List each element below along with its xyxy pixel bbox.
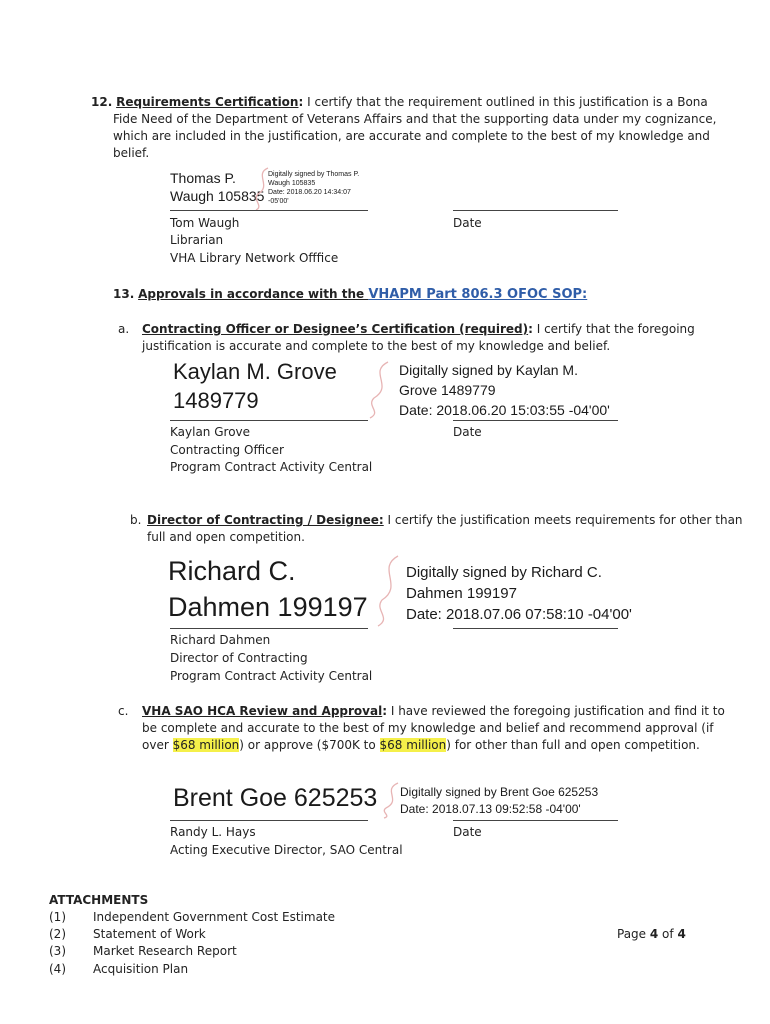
section-13c-text3b: ) or approve ($700K to: [239, 738, 380, 752]
signature-detail-4: -05'00': [268, 198, 289, 205]
section-13b-title: Director of Contracting / Designee:: [147, 513, 384, 527]
signature-line: [170, 628, 368, 629]
signature-name-line2: Dahmen 199197: [168, 592, 368, 622]
section-13a-text2: justification is accurate and complete to the best of my knowledge and belief.: [142, 339, 611, 353]
date-label: Date: [453, 825, 482, 839]
signature-line: [170, 210, 368, 211]
signature-name-line2: Waugh 105835: [170, 188, 265, 204]
signature-name-line2: 1489779: [173, 388, 259, 413]
signature-details: [406, 562, 632, 625]
section-13c-text1: I have reviewed the foregoing justification and find it to: [387, 704, 725, 718]
section-13a-title: Contracting Officer or Designee’s Certification (required): [142, 322, 529, 336]
attachment-number: (2): [49, 927, 66, 941]
signer-title: Contracting Officer: [170, 443, 284, 457]
attachment-label: Statement of Work: [93, 927, 206, 941]
signature-details: [268, 170, 359, 206]
page-number-current: 4: [649, 927, 659, 941]
signature-line: [170, 820, 368, 821]
signer-title: Acting Executive Director, SAO Central: [170, 843, 403, 857]
section-13-title: Approvals in accordance with the: [138, 287, 369, 301]
signature-detail-2: Grove 1489779: [399, 382, 496, 398]
signature-details: [399, 360, 610, 420]
section-13c-text2: be complete and accurate to the best of my knowledge and belief and recommend approval (if: [142, 721, 714, 735]
attachment-number: (4): [49, 962, 66, 976]
attachment-number: (1): [49, 910, 66, 924]
signature-detail-2: Dahmen 199197: [406, 585, 517, 602]
page-number-total: 4: [677, 927, 686, 941]
section-13-heading: [113, 286, 587, 303]
signature-name-line1: Brent Goe 625253: [173, 784, 378, 812]
section-12-text4: belief.: [113, 146, 150, 160]
signature-line: [170, 420, 368, 421]
page-number-prefix: Page: [617, 927, 650, 941]
signature-name-line1: Richard C.: [168, 556, 296, 586]
highlight-68-million-2: $68 million: [379, 738, 447, 752]
date-line: [453, 628, 618, 629]
signature-name-line1: Thomas P.: [170, 170, 236, 186]
signature-detail-3: Date: 2018.07.06 07:58:10 -04'00': [406, 606, 632, 623]
page-number: [617, 926, 686, 943]
attachment-number: (3): [49, 944, 66, 958]
signature-detail-3: Date: 2018.06.20 14:34:07: [268, 189, 351, 196]
signer-name: Tom Waugh: [170, 216, 240, 230]
section-12-text2: Fide Need of the Department of Veterans Affairs and that the supporting data under my cognizance,: [113, 112, 717, 126]
signer-name: Randy L. Hays: [170, 825, 256, 839]
signer-title: Librarian: [170, 233, 224, 247]
attachment-label: Acquisition Plan: [93, 962, 189, 976]
section-13a-text1: I certify that the foregoing: [532, 322, 695, 336]
signer-org: Program Contract Activity Central: [170, 669, 373, 683]
signer-title: Director of Contracting: [170, 651, 308, 665]
section-13b-number: b.: [130, 513, 142, 527]
vhapm-sop-link[interactable]: VHAPM Part 806.3 OFOC SOP:: [368, 287, 588, 302]
section-13c-text3a: over: [142, 738, 173, 752]
signature-detail-1: Digitally signed by Brent Goe 625253: [400, 785, 599, 799]
signature-detail-1: Digitally signed by Richard C.: [406, 564, 602, 581]
section-12-colon: :: [298, 95, 304, 109]
signature-detail-2: Waugh 105835: [268, 180, 316, 187]
section-13c-colon: :: [382, 704, 388, 718]
section-13a-number: a.: [118, 322, 130, 336]
section-12-title: Requirements Certification: [116, 95, 299, 109]
attachment-label: Market Research Report: [93, 944, 237, 958]
signature-detail-2: Date: 2018.07.13 09:52:58 -04'00': [400, 802, 581, 816]
section-13b-text1: I certify the justification meets requirements for other than: [383, 513, 743, 527]
highlight-68-million-1: $68 million: [172, 738, 240, 752]
section-13a-line1: [142, 321, 695, 338]
signature-flourish: [370, 552, 408, 628]
signer-org: Program Contract Activity Central: [170, 460, 373, 474]
date-label: Date: [453, 216, 482, 230]
section-13b-text2: full and open competition.: [147, 530, 305, 544]
signer-name: Richard Dahmen: [170, 633, 271, 647]
date-label: Date: [453, 425, 482, 439]
section-13c-number: c.: [118, 704, 129, 718]
signer-name: Kaylan Grove: [170, 425, 251, 439]
signature-detail-1: Digitally signed by Thomas P.: [268, 171, 360, 178]
signature-name-line1: Kaylan M. Grove: [173, 359, 337, 384]
section-13c-text3c: ) for other than full and open competition.: [446, 738, 700, 752]
page-number-of: of: [658, 927, 678, 941]
section-12-text3: which are included in the justification, are accurate and complete to the best of my knowledge and: [113, 129, 710, 143]
attachment-label: Independent Government Cost Estimate: [93, 910, 336, 924]
signer-org: VHA Library Network Offfice: [170, 251, 339, 265]
signature-flourish: [362, 358, 398, 420]
signature-detail-1: Digitally signed by Kaylan M.: [399, 362, 578, 378]
section-13c-line1: [142, 703, 725, 720]
section-12-line1: [91, 94, 708, 111]
signature-details: [400, 784, 598, 818]
section-13b-line1: [147, 512, 743, 529]
date-line: [453, 420, 618, 421]
section-13a-colon: :: [528, 322, 533, 336]
date-line: [453, 820, 618, 821]
section-12-number: 12.: [91, 95, 113, 109]
section-13c-line3: [142, 737, 700, 754]
date-line: [453, 210, 618, 211]
section-13c-title: VHA SAO HCA Review and Approval: [142, 704, 383, 718]
section-13-number: 13.: [113, 287, 135, 301]
attachments-heading: ATTACHMENTS: [49, 893, 149, 907]
section-12-text1: I certify that the requirement outlined in this justification is a Bona: [303, 95, 708, 109]
signature-detail-3: Date: 2018.06.20 15:03:55 -04'00': [399, 402, 610, 418]
